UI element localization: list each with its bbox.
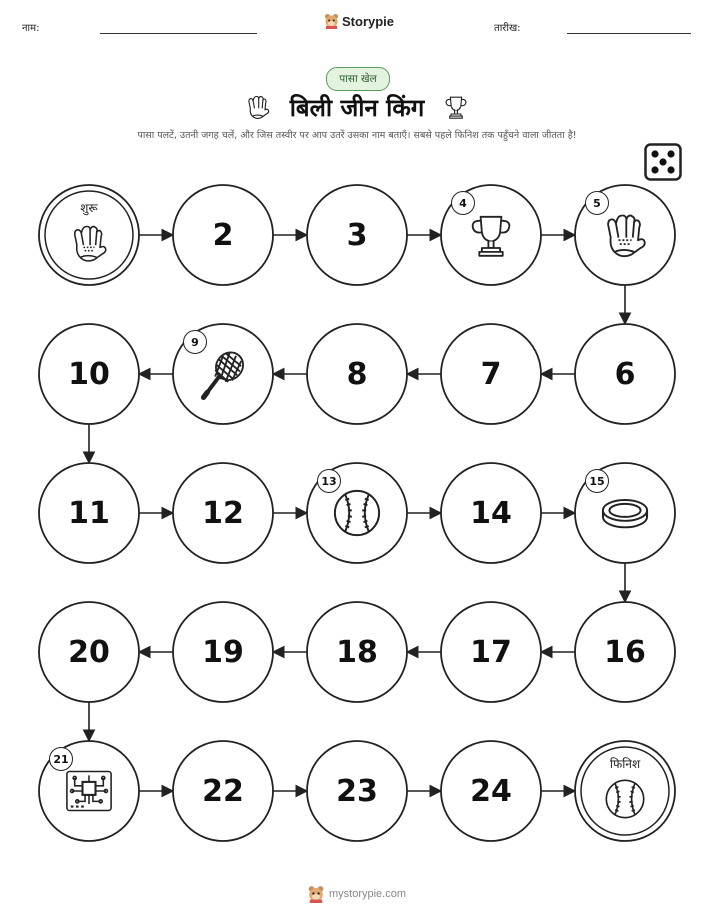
game-type-tag: पासा खेल [326,67,390,91]
space-number: 3 [346,217,368,253]
space-number: 18 [336,634,378,670]
space-badge: 5 [585,191,609,215]
footer-site: mystorypie.com [329,888,407,900]
ring-icon [603,500,647,527]
space-number: 11 [68,495,110,531]
baseball-icon [335,491,379,535]
space-badge: 4 [451,191,475,215]
glove-icon [75,227,106,261]
finish-label: फिनिश [609,757,641,771]
space-badge: 15 [585,469,609,493]
baseball-icon [606,780,643,817]
start-label: शुरू [80,201,98,215]
circuit-board-icon [67,772,111,811]
glove-icon [608,216,645,257]
footer [307,885,406,903]
space-number: 14 [470,495,512,531]
name-label: नाम: [22,23,40,34]
brand-name: Storypie [342,13,395,29]
date-label: तारीख: [494,23,521,34]
page-title: बिली जीन किंग [289,93,425,122]
space-number: 23 [336,773,378,809]
space-number: 16 [604,634,646,670]
space-number: 6 [614,356,636,392]
storypie-mascot-icon [307,885,325,903]
space-number: 12 [202,495,244,531]
space-badge: 21 [49,747,73,771]
space-badge: 9 [183,330,207,354]
space-number: 22 [202,773,244,809]
space-number: 7 [480,356,502,392]
space-number: 2 [212,217,234,253]
instructions: पासा पलटें, उतनी जगह चलें, और जिस तस्वीर पर आप उतरें उसका नाम बताएँ। सबसे पहले फिनिश तक पहुँचने वाला जीतता है! [137,130,577,141]
space-number: 19 [202,634,244,670]
space-badge: 13 [317,469,341,493]
space-number: 17 [470,634,512,670]
space-number: 8 [346,356,368,392]
space-number: 20 [68,634,110,670]
space-number: 10 [68,356,110,392]
space-number: 24 [470,773,512,809]
